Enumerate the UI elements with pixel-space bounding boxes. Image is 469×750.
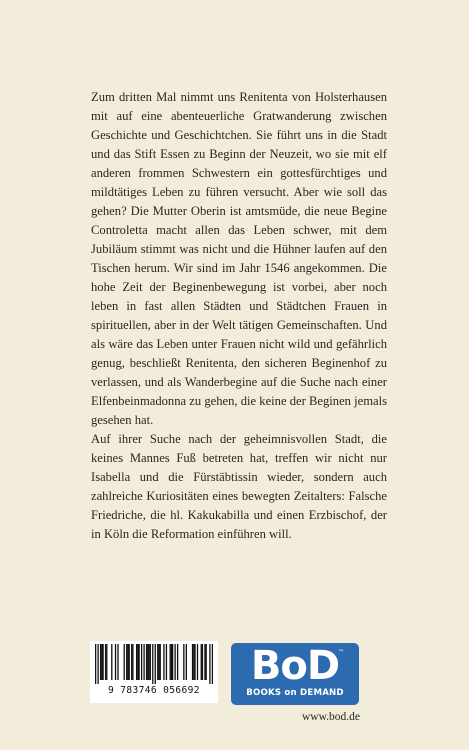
barcode-bar (201, 644, 202, 680)
isbn-number: 9 783746 056692 (108, 685, 200, 696)
barcode-bars (95, 644, 213, 684)
barcode-bar (126, 644, 127, 680)
bod-logo (231, 643, 359, 705)
publisher-url: www.bod.de (301, 711, 360, 723)
barcode-bar (152, 644, 153, 684)
barcode-bar (206, 644, 207, 680)
barcode-bar (97, 644, 98, 684)
barcode-bar (202, 644, 203, 680)
barcode-bar (192, 644, 193, 680)
barcode-bar (127, 644, 128, 680)
barcode-bar (194, 644, 195, 680)
barcode-bar (174, 644, 175, 680)
barcode-bar (197, 644, 198, 680)
barcode-bar (105, 644, 106, 680)
barcode-bar (117, 644, 118, 680)
barcode-bar (111, 644, 112, 680)
barcode-bar (212, 644, 213, 684)
isbn-barcode (90, 641, 218, 703)
barcode-bar (100, 644, 101, 680)
barcode-bar (163, 644, 164, 680)
barcode-bar (101, 644, 102, 680)
barcode-bar (131, 644, 132, 680)
blurb-paragraph-2: Auf ihrer Suche nach der geheimnisvollen Stadt, die keines Mannes Fuß betreten hat, treffen wir nicht nur Isabella und die Fürstäbtissin wieder, sondern auch zahlreiche Kuriositäten eines bewegten Zeitalters: Falsche Friedriche, die hl. Kakukabilla und einen Erzbischof, der in Köln die Reformation einführen will. (91, 432, 387, 541)
barcode-bar (115, 644, 116, 680)
barcode-bar (95, 644, 96, 684)
barcode-bar (171, 644, 172, 680)
barcode-bar (193, 644, 194, 680)
trademark-symbol: ™ (338, 649, 344, 656)
barcode-bar (137, 644, 138, 680)
barcode-bar (157, 644, 158, 680)
barcode-bar (147, 644, 148, 680)
barcode-bar (150, 644, 151, 680)
barcode-bar (124, 644, 125, 680)
barcode-bar (186, 644, 187, 680)
barcode-bar (155, 644, 156, 684)
barcode-bar (141, 644, 142, 680)
barcode-bar (166, 644, 167, 680)
blurb-paragraph-1: Zum dritten Mal nimmt uns Renitenta von Holsterhausen mit auf eine abenteuerliche Gratwanderung zwischen Geschichte und Geschichtchen. Sie führt uns in die Stadt und das Stift Essen zu Beginn der Neuzeit, wo sie mit elf anderen frommen Schwestern ein gottesfürchtiges und mildtätiges Leben zu führen versucht. Aber wie soll das gehen? Die Mutter Oberin ist amtsmüde, die neue Begine Controletta macht allen das Leben schwer, mit dem Jubiläum stimmt was nicht und die Hühner laufen auf den Tischen herum. Wir sind im Jahr 1546 angekommen. Die hohe Zeit der Beginenbewegung ist vorbei, aber noch leben in fast allen Städten und Städtchen Frauen in spirituellen, aber in der Welt tätigen Gemeinschaften. Und als wäre das Leben unter Frauen nicht wild und gefährlich genug, beschließt Renitenta, den sicheren Beginenhof zu verlassen, und als Wanderbegine auf die Suche nach einer Elfenbeinmadonna zu gehen, die keine der Beginen jemals gesehen hat. (91, 90, 387, 427)
bod-wordmark: BoD (250, 643, 340, 689)
barcode-bar (146, 644, 147, 680)
barcode-bar (129, 644, 130, 680)
barcode-bar (204, 644, 205, 680)
bod-tagline: BOOKS on DEMAND (246, 688, 344, 698)
barcode-bar (160, 644, 161, 680)
barcode-bar (136, 644, 137, 680)
barcode-bar (172, 644, 173, 680)
barcode-bar (158, 644, 159, 680)
barcode-bar (106, 644, 107, 680)
barcode-bar (209, 644, 210, 684)
barcode-bar (177, 644, 178, 680)
barcode-bar (132, 644, 133, 680)
barcode-bar (138, 644, 139, 680)
barcode-bar (143, 644, 144, 680)
barcode-bar (148, 644, 149, 680)
back-cover-blurb (91, 88, 387, 544)
barcode-bar (102, 644, 103, 680)
barcode-bar (170, 644, 171, 680)
barcode-bar (183, 644, 184, 680)
